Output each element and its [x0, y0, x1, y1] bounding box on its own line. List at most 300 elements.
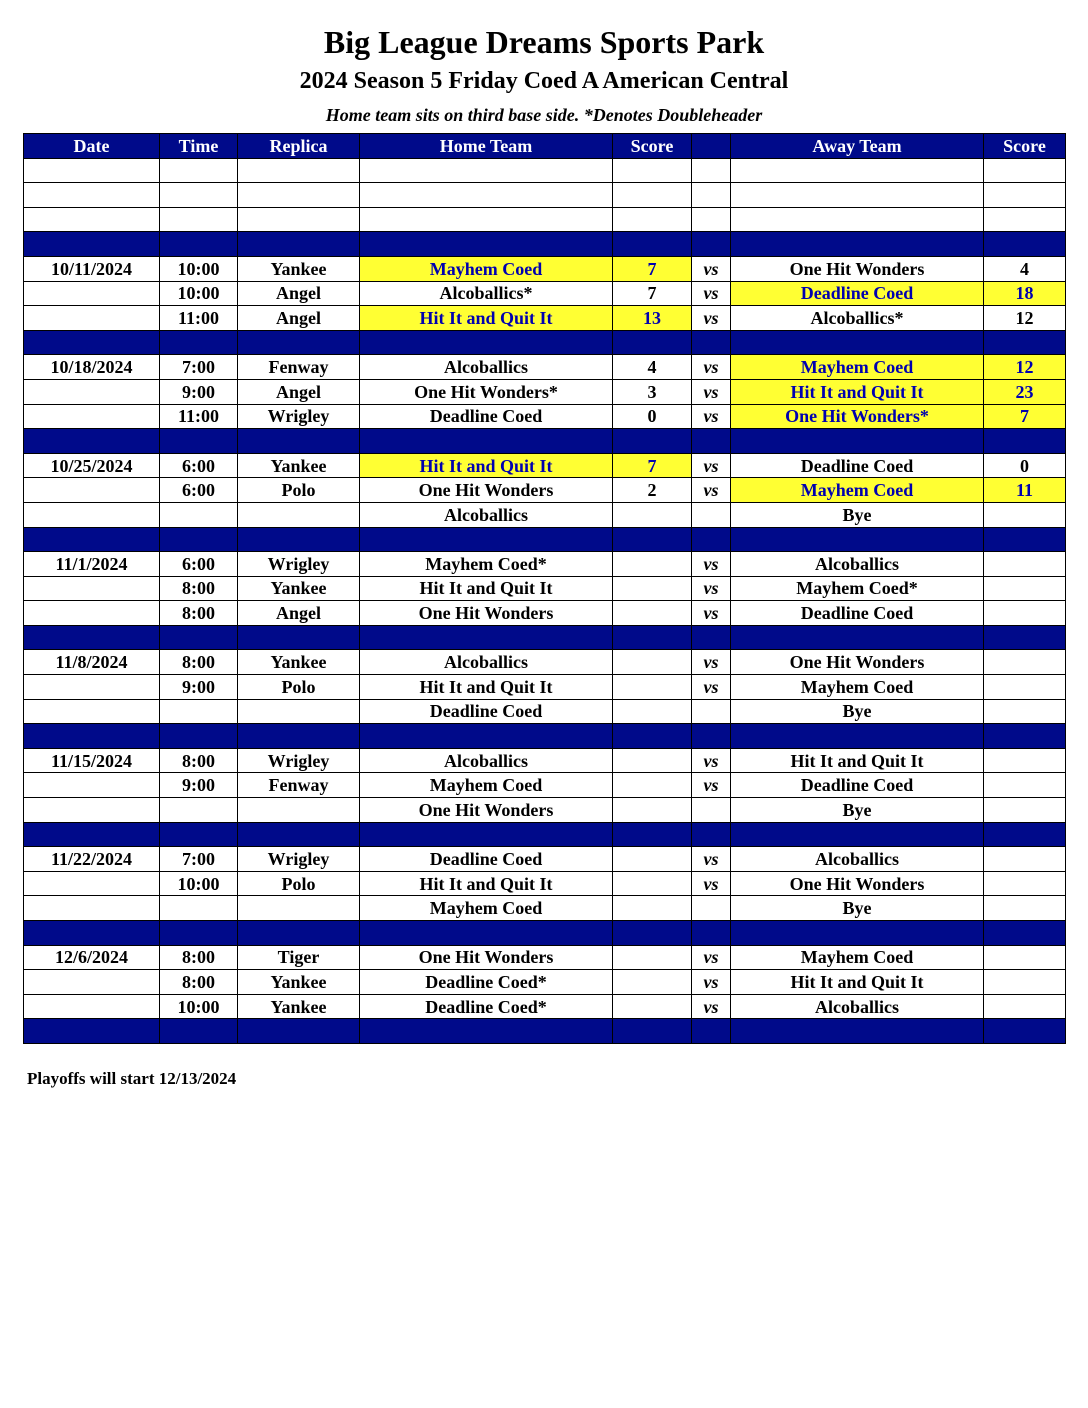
date-cell — [24, 232, 160, 257]
table-row — [24, 453, 1066, 478]
away-score-cell — [984, 675, 1066, 700]
away-team-cell: One Hit Wonders — [731, 871, 984, 896]
table-row — [24, 994, 1066, 1019]
home-team-cell — [360, 724, 613, 749]
separator-row — [24, 330, 1066, 355]
away-score-cell — [984, 748, 1066, 773]
date-cell — [24, 330, 160, 355]
replica-cell: Angel — [238, 379, 360, 404]
home-score-cell — [613, 970, 692, 995]
replica-cell — [238, 1019, 360, 1044]
date-cell — [24, 921, 160, 946]
home-team-cell: Alcoballics — [360, 650, 613, 675]
home-score-cell — [613, 798, 692, 823]
vs-cell: vs — [692, 994, 731, 1019]
time-cell: 10:00 — [160, 994, 238, 1019]
table-row — [24, 675, 1066, 700]
home-team-cell — [360, 527, 613, 552]
vs-cell — [692, 1019, 731, 1044]
away-team-cell: Bye — [731, 502, 984, 527]
time-cell — [160, 158, 238, 183]
date-cell — [24, 306, 160, 331]
date-cell — [24, 527, 160, 552]
separator-row — [24, 1019, 1066, 1044]
away-score-cell — [984, 994, 1066, 1019]
time-cell — [160, 896, 238, 921]
table-row — [24, 773, 1066, 798]
away-score-cell — [984, 552, 1066, 577]
table-row — [24, 699, 1066, 724]
vs-cell: vs — [692, 478, 731, 503]
schedule-table — [23, 133, 1066, 1044]
home-score-cell — [613, 158, 692, 183]
home-score-cell — [613, 994, 692, 1019]
replica-cell: Yankee — [238, 453, 360, 478]
home-score-cell: 2 — [613, 478, 692, 503]
vs-cell: vs — [692, 404, 731, 429]
time-cell — [160, 822, 238, 847]
away-team-cell — [731, 330, 984, 355]
home-team-cell: Hit It and Quit It — [360, 576, 613, 601]
replica-cell — [238, 158, 360, 183]
away-score-cell — [984, 429, 1066, 454]
table-row — [24, 871, 1066, 896]
time-cell: 8:00 — [160, 601, 238, 626]
home-score-cell: 7 — [613, 453, 692, 478]
replica-cell: Tiger — [238, 945, 360, 970]
away-score-cell: 12 — [984, 306, 1066, 331]
home-score-cell — [613, 699, 692, 724]
away-score-cell — [984, 921, 1066, 946]
home-score-cell — [613, 847, 692, 872]
home-score-cell: 7 — [613, 281, 692, 306]
away-score-cell — [984, 896, 1066, 921]
home-team-cell: Mayhem Coed — [360, 896, 613, 921]
header-note: Home team sits on third base side. *Denotes Doubleheader — [325, 105, 763, 125]
away-team-cell: One Hit Wonders — [731, 650, 984, 675]
time-cell: 7:00 — [160, 355, 238, 380]
home-team-cell: Alcoballics — [360, 355, 613, 380]
home-score-cell: 4 — [613, 355, 692, 380]
home-team-cell: Hit It and Quit It — [360, 306, 613, 331]
table-row — [24, 601, 1066, 626]
date-cell: 11/8/2024 — [24, 650, 160, 675]
vs-cell: vs — [692, 945, 731, 970]
time-cell — [160, 330, 238, 355]
home-score-cell — [613, 183, 692, 208]
date-cell — [24, 1019, 160, 1044]
date-cell — [24, 896, 160, 921]
separator-row — [24, 429, 1066, 454]
page-subtitle: 2024 Season 5 Friday Coed A American Central — [299, 68, 789, 94]
away-team-cell — [731, 527, 984, 552]
replica-cell — [238, 183, 360, 208]
away-score-cell: 18 — [984, 281, 1066, 306]
away-team-cell: Bye — [731, 798, 984, 823]
away-score-cell — [984, 650, 1066, 675]
replica-cell: Wrigley — [238, 404, 360, 429]
home-score-cell — [613, 773, 692, 798]
date-cell — [24, 724, 160, 749]
replica-cell: Wrigley — [238, 552, 360, 577]
vs-cell — [692, 183, 731, 208]
away-team-cell: Alcoballics — [731, 994, 984, 1019]
col-header-away-team: Away Team — [731, 134, 984, 159]
vs-cell: vs — [692, 601, 731, 626]
vs-cell — [692, 502, 731, 527]
away-score-cell: 12 — [984, 355, 1066, 380]
replica-cell — [238, 896, 360, 921]
time-cell — [160, 724, 238, 749]
table-row — [24, 355, 1066, 380]
date-cell — [24, 404, 160, 429]
time-cell — [160, 798, 238, 823]
time-cell: 11:00 — [160, 404, 238, 429]
date-cell — [24, 502, 160, 527]
replica-cell: Angel — [238, 601, 360, 626]
separator-row — [24, 527, 1066, 552]
away-team-cell — [731, 724, 984, 749]
blank-row — [24, 207, 1066, 232]
home-team-cell: Alcoballics — [360, 502, 613, 527]
away-score-cell — [984, 970, 1066, 995]
time-cell — [160, 502, 238, 527]
home-score-cell — [613, 601, 692, 626]
home-score-cell — [613, 576, 692, 601]
replica-cell: Polo — [238, 478, 360, 503]
replica-cell: Yankee — [238, 994, 360, 1019]
away-score-cell — [984, 798, 1066, 823]
replica-cell — [238, 502, 360, 527]
time-cell — [160, 921, 238, 946]
away-team-cell — [731, 822, 984, 847]
time-cell: 10:00 — [160, 871, 238, 896]
blank-row — [24, 183, 1066, 208]
vs-cell — [692, 896, 731, 921]
home-team-cell: Alcoballics* — [360, 281, 613, 306]
home-team-cell: Mayhem Coed* — [360, 552, 613, 577]
vs-cell: vs — [692, 576, 731, 601]
away-score-cell — [984, 601, 1066, 626]
away-score-cell — [984, 699, 1066, 724]
vs-cell — [692, 798, 731, 823]
vs-cell: vs — [692, 355, 731, 380]
vs-cell: vs — [692, 453, 731, 478]
away-score-cell — [984, 576, 1066, 601]
replica-cell: Wrigley — [238, 748, 360, 773]
home-team-cell: One Hit Wonders — [360, 798, 613, 823]
time-cell: 11:00 — [160, 306, 238, 331]
home-team-cell: Alcoballics — [360, 748, 613, 773]
date-cell — [24, 478, 160, 503]
replica-cell — [238, 429, 360, 454]
away-team-cell: Deadline Coed — [731, 601, 984, 626]
time-cell: 8:00 — [160, 945, 238, 970]
home-team-cell: Mayhem Coed — [360, 773, 613, 798]
away-team-cell: Deadline Coed — [731, 453, 984, 478]
time-cell: 7:00 — [160, 847, 238, 872]
home-team-cell — [360, 232, 613, 257]
vs-cell — [692, 921, 731, 946]
time-cell: 9:00 — [160, 773, 238, 798]
home-team-cell: Hit It and Quit It — [360, 453, 613, 478]
home-score-cell — [613, 207, 692, 232]
table-row — [24, 576, 1066, 601]
home-team-cell: Deadline Coed — [360, 847, 613, 872]
vs-cell — [692, 724, 731, 749]
away-score-cell — [984, 773, 1066, 798]
vs-cell — [692, 527, 731, 552]
away-team-cell: Mayhem Coed — [731, 675, 984, 700]
vs-cell: vs — [692, 256, 731, 281]
away-score-cell: 0 — [984, 453, 1066, 478]
away-team-cell: Mayhem Coed — [731, 945, 984, 970]
date-cell — [24, 699, 160, 724]
vs-cell — [692, 822, 731, 847]
time-cell: 8:00 — [160, 576, 238, 601]
replica-cell — [238, 798, 360, 823]
time-cell — [160, 527, 238, 552]
away-team-cell — [731, 625, 984, 650]
table-row — [24, 306, 1066, 331]
replica-cell: Fenway — [238, 773, 360, 798]
date-cell — [24, 429, 160, 454]
replica-cell — [238, 699, 360, 724]
home-team-cell — [360, 183, 613, 208]
replica-cell — [238, 921, 360, 946]
home-team-cell: Hit It and Quit It — [360, 675, 613, 700]
away-team-cell: Mayhem Coed* — [731, 576, 984, 601]
away-score-cell — [984, 724, 1066, 749]
separator-row — [24, 822, 1066, 847]
away-team-cell: One Hit Wonders — [731, 256, 984, 281]
col-header-time: Time — [160, 134, 238, 159]
schedule-body — [24, 158, 1066, 1043]
date-cell: 10/18/2024 — [24, 355, 160, 380]
away-team-cell — [731, 207, 984, 232]
vs-cell — [692, 330, 731, 355]
away-team-cell — [731, 158, 984, 183]
away-team-cell: Hit It and Quit It — [731, 970, 984, 995]
replica-cell — [238, 527, 360, 552]
home-team-cell — [360, 822, 613, 847]
away-score-cell: 4 — [984, 256, 1066, 281]
home-team-cell — [360, 158, 613, 183]
vs-cell: vs — [692, 748, 731, 773]
home-score-cell: 0 — [613, 404, 692, 429]
away-team-cell: Mayhem Coed — [731, 478, 984, 503]
away-score-cell — [984, 207, 1066, 232]
home-score-cell — [613, 945, 692, 970]
replica-cell: Wrigley — [238, 847, 360, 872]
away-score-cell — [984, 158, 1066, 183]
home-team-cell — [360, 921, 613, 946]
away-team-cell: Deadline Coed — [731, 773, 984, 798]
table-row — [24, 748, 1066, 773]
home-score-cell — [613, 871, 692, 896]
date-cell — [24, 798, 160, 823]
date-cell — [24, 994, 160, 1019]
home-team-cell — [360, 625, 613, 650]
home-team-cell: Hit It and Quit It — [360, 871, 613, 896]
replica-cell — [238, 822, 360, 847]
col-header-date: Date — [24, 134, 160, 159]
away-team-cell: One Hit Wonders* — [731, 404, 984, 429]
home-score-cell — [613, 896, 692, 921]
date-cell — [24, 675, 160, 700]
vs-cell: vs — [692, 675, 731, 700]
date-cell — [24, 871, 160, 896]
home-team-cell: One Hit Wonders — [360, 601, 613, 626]
away-team-cell: Hit It and Quit It — [731, 379, 984, 404]
home-team-cell: Deadline Coed — [360, 699, 613, 724]
time-cell — [160, 232, 238, 257]
vs-cell: vs — [692, 773, 731, 798]
table-row — [24, 256, 1066, 281]
away-team-cell — [731, 232, 984, 257]
home-score-cell — [613, 724, 692, 749]
date-cell: 11/15/2024 — [24, 748, 160, 773]
vs-cell — [692, 158, 731, 183]
home-score-cell — [613, 748, 692, 773]
replica-cell: Yankee — [238, 650, 360, 675]
col-header-vs — [692, 134, 731, 159]
table-row — [24, 281, 1066, 306]
home-score-cell — [613, 527, 692, 552]
time-cell: 8:00 — [160, 970, 238, 995]
away-team-cell: Alcoballics — [731, 847, 984, 872]
col-header-home-score: Score — [613, 134, 692, 159]
home-score-cell — [613, 650, 692, 675]
table-row — [24, 798, 1066, 823]
date-cell: 12/6/2024 — [24, 945, 160, 970]
vs-cell: vs — [692, 306, 731, 331]
home-score-cell — [613, 1019, 692, 1044]
away-team-cell: Alcoballics — [731, 552, 984, 577]
time-cell: 6:00 — [160, 478, 238, 503]
date-cell — [24, 576, 160, 601]
replica-cell — [238, 625, 360, 650]
date-cell: 10/11/2024 — [24, 256, 160, 281]
vs-cell: vs — [692, 970, 731, 995]
vs-cell — [692, 232, 731, 257]
home-score-cell — [613, 552, 692, 577]
away-score-cell — [984, 822, 1066, 847]
time-cell: 8:00 — [160, 650, 238, 675]
away-score-cell — [984, 625, 1066, 650]
away-score-cell: 7 — [984, 404, 1066, 429]
time-cell — [160, 699, 238, 724]
vs-cell — [692, 207, 731, 232]
away-score-cell — [984, 502, 1066, 527]
date-cell — [24, 822, 160, 847]
table-row — [24, 970, 1066, 995]
home-score-cell: 3 — [613, 379, 692, 404]
time-cell: 9:00 — [160, 675, 238, 700]
away-score-cell — [984, 847, 1066, 872]
away-team-cell: Bye — [731, 699, 984, 724]
date-cell: 11/22/2024 — [24, 847, 160, 872]
away-team-cell: Hit It and Quit It — [731, 748, 984, 773]
home-score-cell — [613, 330, 692, 355]
vs-cell — [692, 699, 731, 724]
time-cell: 6:00 — [160, 453, 238, 478]
replica-cell — [238, 330, 360, 355]
table-row — [24, 650, 1066, 675]
away-score-cell — [984, 527, 1066, 552]
replica-cell — [238, 207, 360, 232]
table-header-row — [24, 134, 1066, 159]
time-cell — [160, 1019, 238, 1044]
home-team-cell: One Hit Wonders* — [360, 379, 613, 404]
replica-cell: Yankee — [238, 256, 360, 281]
table-row — [24, 847, 1066, 872]
replica-cell — [238, 232, 360, 257]
date-cell — [24, 601, 160, 626]
home-score-cell: 13 — [613, 306, 692, 331]
time-cell: 10:00 — [160, 256, 238, 281]
separator-row — [24, 625, 1066, 650]
date-cell — [24, 625, 160, 650]
date-cell: 11/1/2024 — [24, 552, 160, 577]
date-cell — [24, 281, 160, 306]
replica-cell: Yankee — [238, 576, 360, 601]
home-score-cell — [613, 921, 692, 946]
table-row — [24, 552, 1066, 577]
home-team-cell — [360, 330, 613, 355]
home-score-cell — [613, 822, 692, 847]
table-row — [24, 379, 1066, 404]
away-score-cell — [984, 232, 1066, 257]
replica-cell: Angel — [238, 306, 360, 331]
playoffs-note: Playoffs will start 12/13/2024 — [27, 1069, 237, 1088]
date-cell: 10/25/2024 — [24, 453, 160, 478]
date-cell — [24, 970, 160, 995]
vs-cell: vs — [692, 379, 731, 404]
home-team-cell — [360, 429, 613, 454]
date-cell — [24, 183, 160, 208]
home-team-cell — [360, 1019, 613, 1044]
home-team-cell: Deadline Coed* — [360, 994, 613, 1019]
time-cell: 9:00 — [160, 379, 238, 404]
time-cell: 8:00 — [160, 748, 238, 773]
replica-cell: Polo — [238, 871, 360, 896]
replica-cell: Angel — [238, 281, 360, 306]
date-cell — [24, 379, 160, 404]
page-title: Big League Dreams Sports Park — [323, 24, 765, 60]
replica-cell — [238, 724, 360, 749]
time-cell: 10:00 — [160, 281, 238, 306]
vs-cell: vs — [692, 552, 731, 577]
home-team-cell: Deadline Coed* — [360, 970, 613, 995]
away-team-cell: Deadline Coed — [731, 281, 984, 306]
replica-cell: Polo — [238, 675, 360, 700]
date-cell — [24, 158, 160, 183]
away-team-cell: Mayhem Coed — [731, 355, 984, 380]
away-score-cell — [984, 871, 1066, 896]
home-score-cell — [613, 429, 692, 454]
separator-row — [24, 724, 1066, 749]
away-team-cell — [731, 1019, 984, 1044]
home-score-cell — [613, 625, 692, 650]
vs-cell — [692, 429, 731, 454]
away-score-cell — [984, 330, 1066, 355]
time-cell — [160, 625, 238, 650]
time-cell — [160, 183, 238, 208]
away-team-cell: Bye — [731, 896, 984, 921]
date-cell — [24, 773, 160, 798]
time-cell — [160, 207, 238, 232]
